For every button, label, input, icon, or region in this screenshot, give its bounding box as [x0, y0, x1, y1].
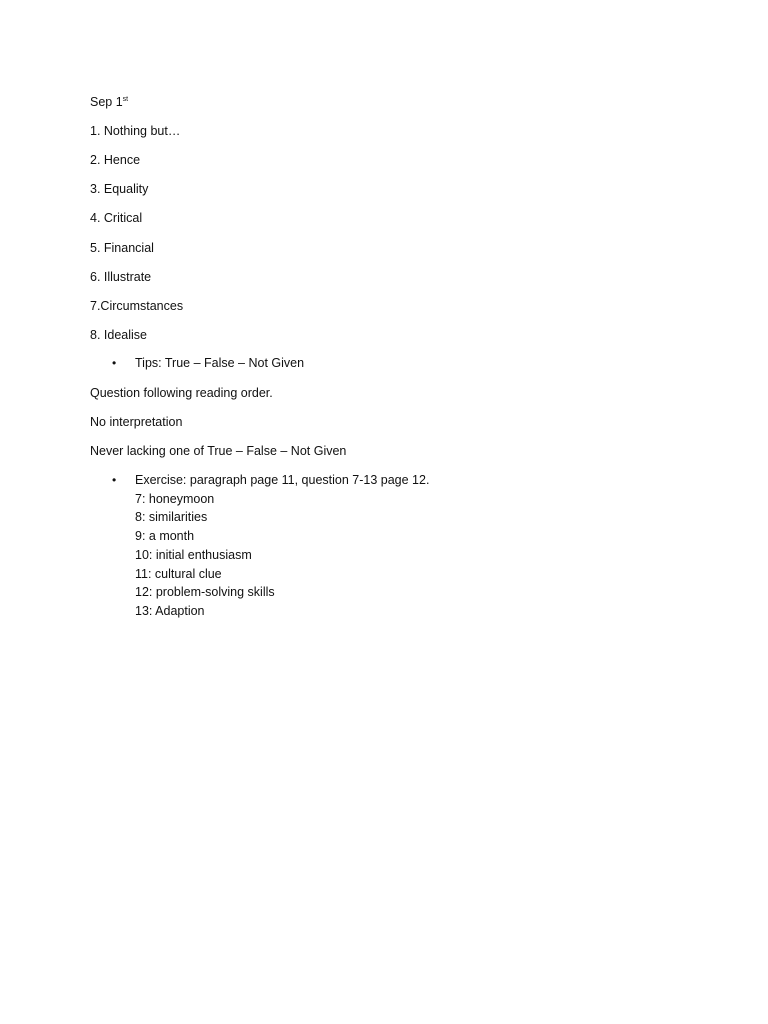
date-text: Sep 1: [90, 95, 123, 109]
exercise-answer: 13: Adaption: [135, 603, 205, 618]
date-ordinal-suffix: st: [122, 95, 129, 103]
exercise-answer: 7: honeymoon: [135, 491, 215, 506]
exercise-answer: 9: a month: [135, 529, 195, 544]
exercise-title: Exercise: paragraph page 11, question 7-13 page 12.: [135, 473, 430, 487]
tips-text: Tips: True – False – Not Given: [135, 356, 305, 370]
exercise-block: [135, 471, 429, 621]
numbered-item: 3. Equality: [90, 182, 149, 196]
note-line: Question following reading order.: [90, 386, 273, 400]
date-heading: [90, 94, 128, 110]
numbered-item: 6. Illustrate: [90, 270, 152, 284]
numbered-item: 1. Nothing but…: [90, 124, 181, 138]
bullet-icon: •: [112, 473, 117, 487]
numbered-item: 4. Critical: [90, 211, 143, 225]
numbered-item: 8. Idealise: [90, 328, 147, 342]
numbered-item: 7.Circumstances: [90, 299, 184, 313]
numbered-item: 2. Hence: [90, 153, 141, 167]
exercise-answer: 12: problem-solving skills: [135, 585, 275, 600]
exercise-answer: 10: initial enthusiasm: [135, 547, 252, 562]
note-line: Never lacking one of True – False – Not Given: [90, 444, 347, 458]
exercise-answer: 8: similarities: [135, 510, 208, 525]
bullet-icon: •: [112, 356, 117, 370]
note-line: No interpretation: [90, 415, 183, 429]
numbered-item: 5. Financial: [90, 241, 154, 255]
exercise-answer: 11: cultural clue: [135, 566, 222, 581]
